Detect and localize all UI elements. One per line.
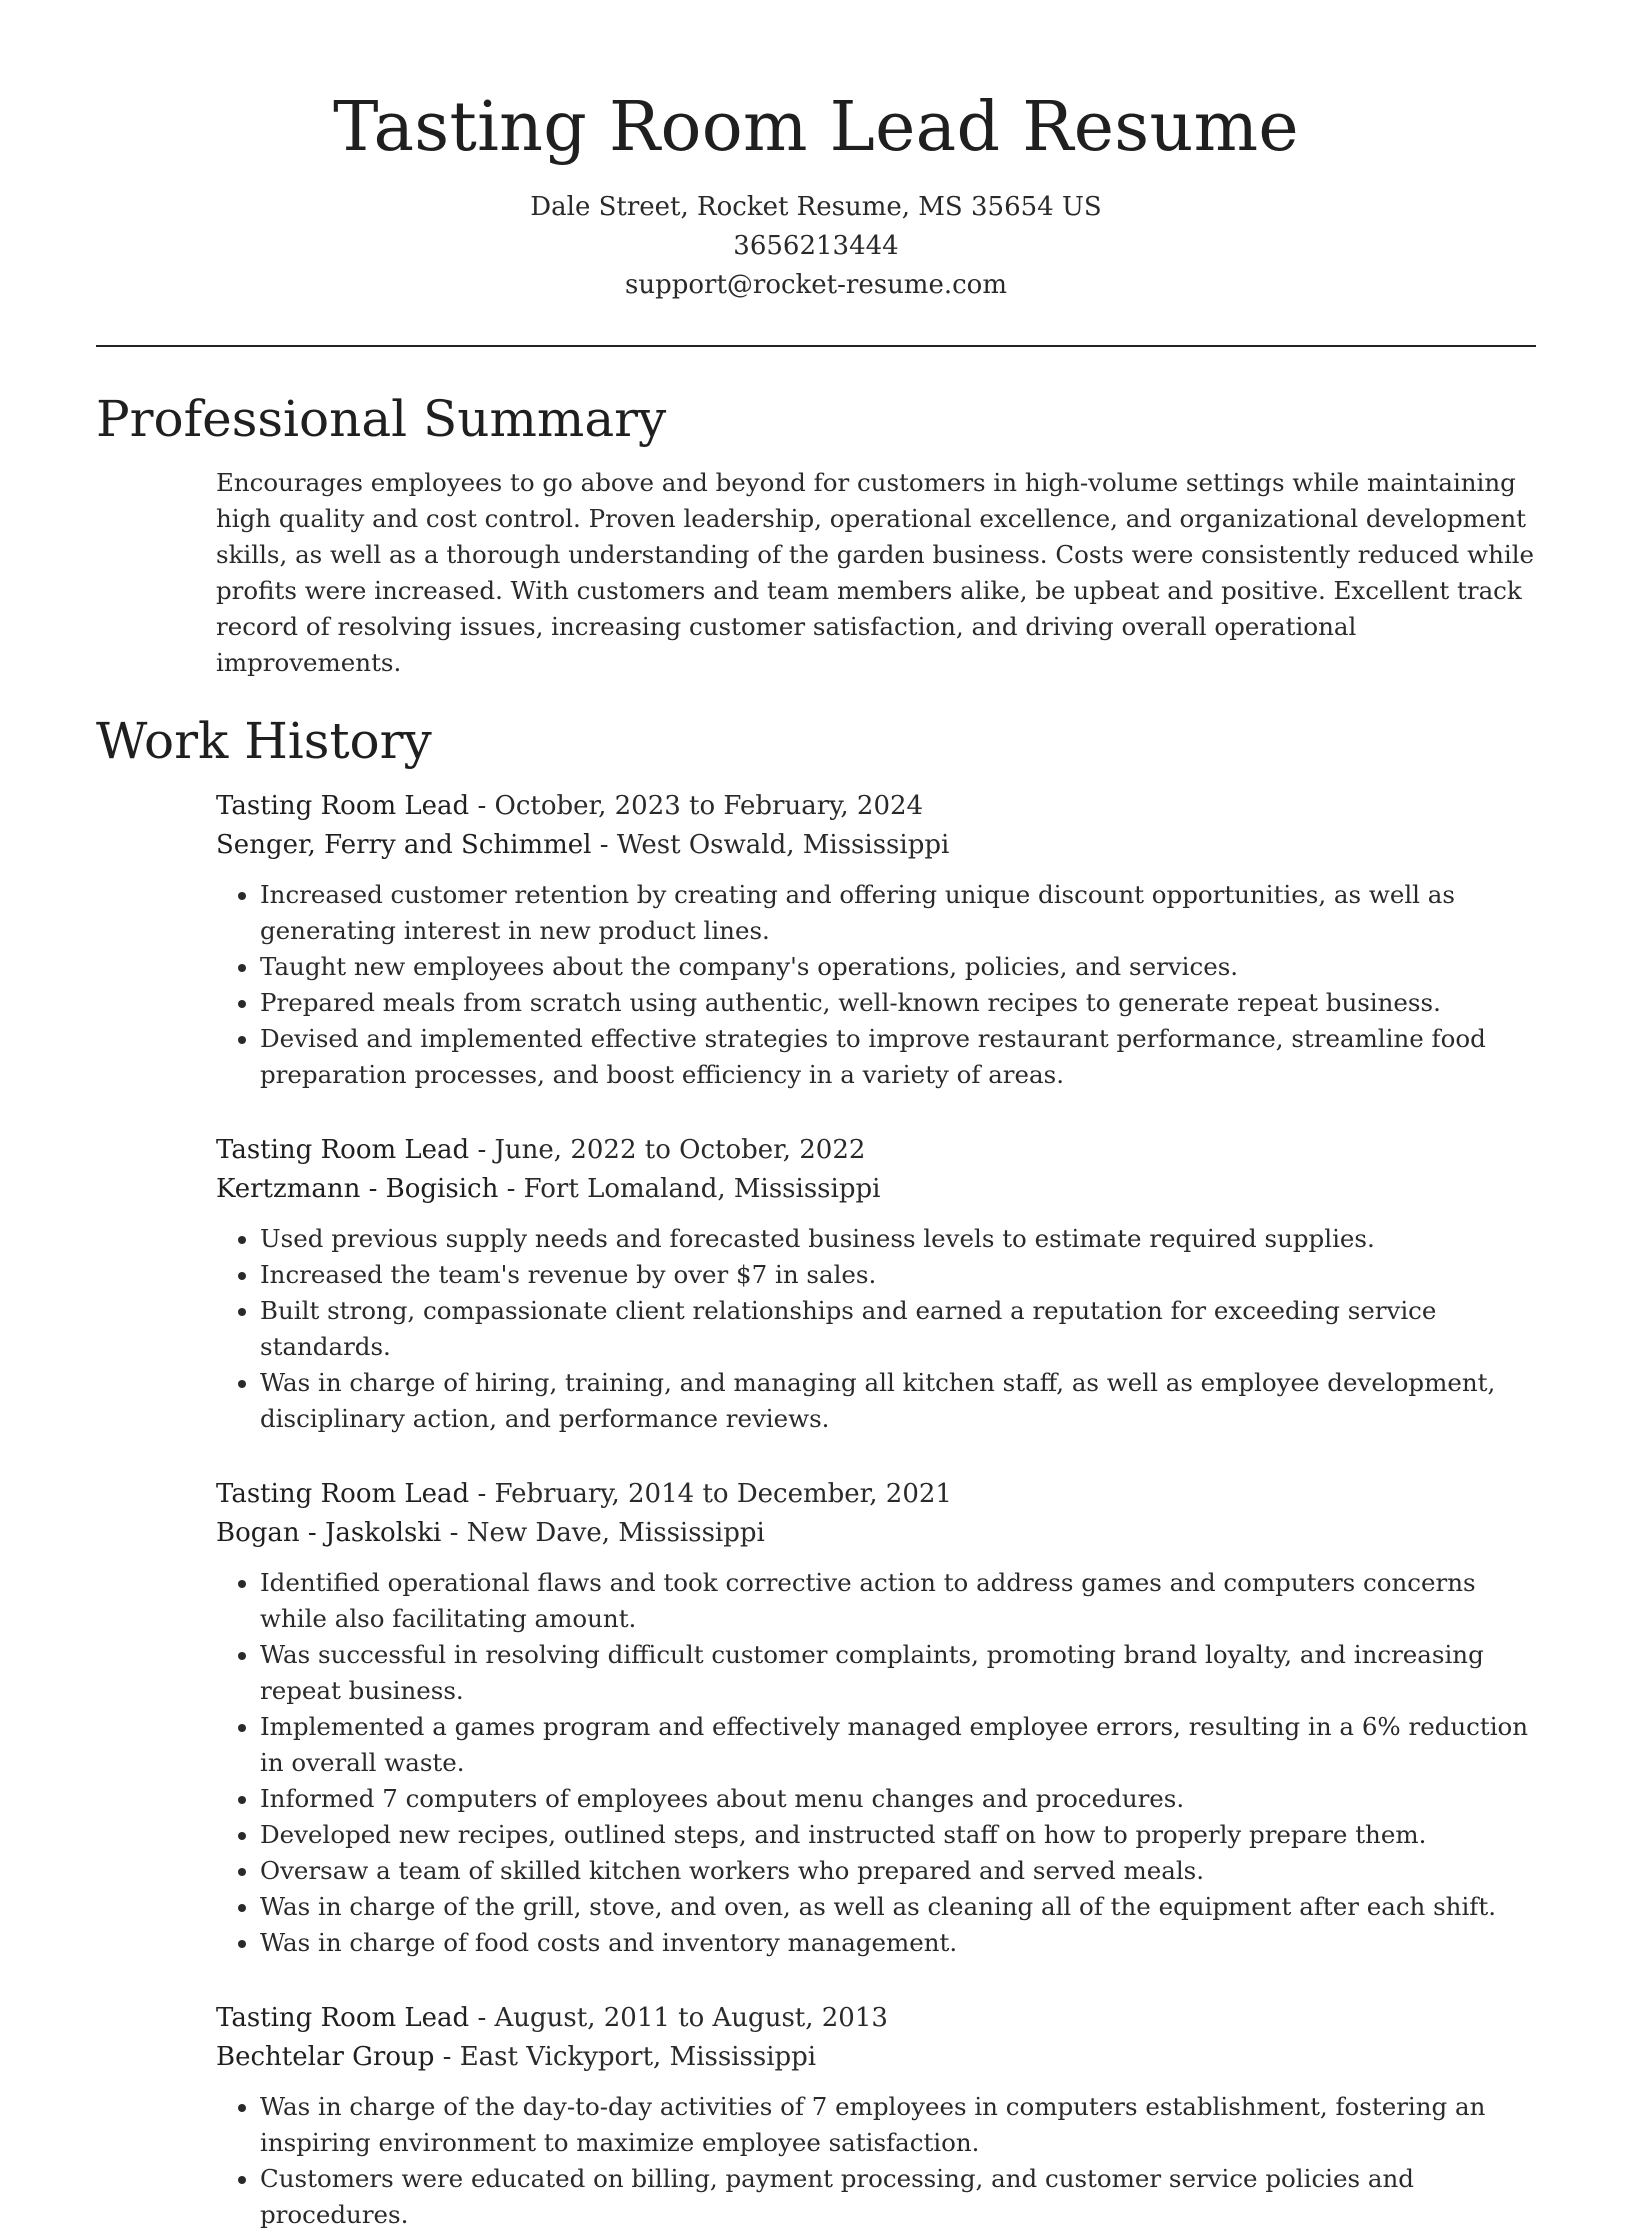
job-location: - Fort Lomaland, Mississippi	[498, 1174, 881, 1204]
job-entry	[216, 1999, 1536, 2233]
job-bullet: • Informed 7 computers of employees about menu changes and procedures.	[260, 1781, 1536, 1817]
job-bullet: • Was in charge of food costs and inventory management.	[260, 1925, 1536, 1961]
contact-email: support@rocket-resume.com	[624, 270, 1007, 300]
job-company: Bechtelar Group	[216, 2042, 435, 2072]
resume-title: Tasting Room Lead Resume	[333, 88, 1299, 167]
job-role: Tasting Room Lead	[216, 791, 470, 821]
job-location: - New Dave, Mississippi	[441, 1518, 765, 1548]
job-bullet: • Increased customer retention by creating and offering unique discount opportunities, as well as generating interest in new product lines.	[260, 877, 1536, 949]
job-company: Kertzmann - Bogisich	[216, 1174, 499, 1204]
job-entry	[216, 787, 1536, 1093]
job-dates: - February, 2014 to December, 2021	[469, 1479, 952, 1509]
job-bullet: • Built strong, compassionate client relationships and earned a reputation for exceeding service standards.	[260, 1293, 1536, 1365]
job-bullet: • Developed new recipes, outlined steps, and instructed staff on how to properly prepare them.	[260, 1817, 1536, 1853]
job-entry	[216, 1475, 1536, 1961]
header-divider	[96, 345, 1536, 347]
summary-heading: Professional Summary	[96, 390, 667, 448]
job-title-line	[216, 1999, 1536, 2038]
job-role: Tasting Room Lead	[216, 1135, 470, 1165]
job-bullets	[216, 1565, 1536, 1961]
job-bullet: • Was in charge of the grill, stove, and oven, as well as cleaning all of the equipment after each shift.	[260, 1889, 1536, 1925]
job-company-line	[216, 2038, 1536, 2077]
job-bullet: • Identified operational flaws and took corrective action to address games and computers concerns while also facilitating amount.	[260, 1565, 1536, 1637]
job-bullet: • Was successful in resolving difficult customer complaints, promoting brand loyalty, and increasing repeat business.	[260, 1637, 1536, 1709]
job-bullet: • Was in charge of the day-to-day activities of 7 employees in computers establishment, fostering an inspiring environment to maximize employee satisfaction.	[260, 2089, 1536, 2161]
job-bullets	[216, 1221, 1536, 1437]
job-title-line	[216, 1131, 1536, 1170]
job-company-line	[216, 1170, 1536, 1209]
resume-header	[0, 0, 1632, 305]
job-entry	[216, 1131, 1536, 1437]
job-bullets	[216, 877, 1536, 1093]
job-bullet: • Taught new employees about the company's operations, policies, and services.	[260, 949, 1536, 985]
contact-phone: 3656213444	[733, 231, 899, 261]
job-bullet: • Devised and implemented effective strategies to improve restaurant performance, streamline food preparation processes, and boost efficiency in a variety of areas.	[260, 1021, 1536, 1093]
job-dates: - August, 2011 to August, 2013	[469, 2003, 888, 2033]
work-history-heading: Work History	[96, 712, 432, 770]
summary-text: Encourages employees to go above and beyond for customers in high-volume settings while maintaining high quality and cost control. Proven leadership, operational excellence, and organizational development skills, as well as a thorough understanding of the garden business. Costs were consistently reduced while profits were increased. With customers and team members alike, be upbeat and positive. Excellent track record of resolving issues, increasing customer satisfaction, and driving overall operational improvements.	[216, 468, 1535, 677]
job-role: Tasting Room Lead	[216, 2003, 470, 2033]
job-company: Bogan - Jaskolski	[216, 1518, 442, 1548]
job-location: - East Vickyport, Mississippi	[434, 2042, 817, 2072]
job-company-line	[216, 1514, 1536, 1553]
job-bullet: • Customers were educated on billing, payment processing, and customer service policies and procedures.	[260, 2161, 1536, 2233]
contact-info	[0, 188, 1632, 305]
job-role: Tasting Room Lead	[216, 1479, 470, 1509]
job-company-line	[216, 826, 1536, 865]
job-location: - West Oswald, Mississippi	[591, 830, 950, 860]
job-title-line	[216, 1475, 1536, 1514]
job-title-line	[216, 787, 1536, 826]
job-bullet: • Was in charge of hiring, training, and managing all kitchen staff, as well as employee development, disciplinary action, and performance reviews.	[260, 1365, 1536, 1437]
job-dates: - October, 2023 to February, 2024	[469, 791, 924, 821]
job-bullet: • Oversaw a team of skilled kitchen workers who prepared and served meals.	[260, 1853, 1536, 1889]
job-company: Senger, Ferry and Schimmel	[216, 830, 592, 860]
job-bullet: • Prepared meals from scratch using authentic, well-known recipes to generate repeat business.	[260, 985, 1536, 1021]
job-bullet: • Implemented a games program and effectively managed employee errors, resulting in a 6% reduction in overall waste.	[260, 1709, 1536, 1781]
job-bullet: • Used previous supply needs and forecasted business levels to estimate required supplies.	[260, 1221, 1536, 1257]
job-bullets	[216, 2089, 1536, 2233]
job-dates: - June, 2022 to October, 2022	[469, 1135, 866, 1165]
job-bullet: • Increased the team's revenue by over $7 in sales.	[260, 1257, 1536, 1293]
contact-address: Dale Street, Rocket Resume, MS 35654 US	[530, 192, 1102, 222]
